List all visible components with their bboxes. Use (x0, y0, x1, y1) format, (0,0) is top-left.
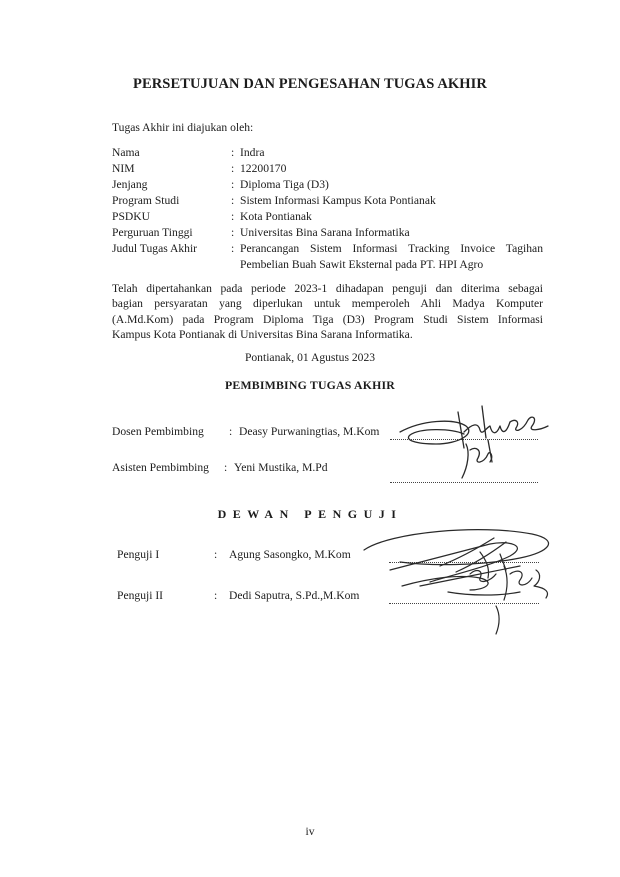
pembimbing-heading: PEMBIMBING TUGAS AKHIR (224, 378, 396, 392)
dosen-pembimbing-label: Dosen Pembimbing (112, 425, 204, 438)
asisten-pembimbing-colon: : (224, 461, 228, 474)
field-value-judul-line1: Perancangan Sistem Informasi Tracking Invoice Tagihan (240, 242, 543, 255)
dosen-pembimbing-colon: : (229, 425, 233, 438)
field-label-perguruan-tinggi: Perguruan Tinggi (112, 226, 193, 239)
dosen-pembimbing-name: Deasy Purwaningtias, M.Kom (239, 425, 380, 438)
field-value-psdku: Kota Pontianak (240, 210, 312, 223)
field-colon: : (231, 226, 235, 239)
intro-text: Tugas Akhir ini diajukan oleh: (112, 121, 254, 134)
penguji-1-label: Penguji I (117, 548, 160, 561)
field-value-program-studi: Sistem Informasi Kampus Kota Pontianak (240, 194, 436, 207)
field-label-nim: NIM (112, 162, 135, 175)
field-colon: : (231, 162, 235, 175)
penguji-1-colon: : (214, 548, 218, 561)
signature-dosen-pembimbing (392, 392, 562, 487)
asisten-pembimbing-label: Asisten Pembimbing (112, 461, 209, 474)
field-label-jenjang: Jenjang (112, 178, 148, 191)
field-value-perguruan-tinggi: Universitas Bina Sarana Informatika (240, 226, 410, 239)
field-colon: : (231, 242, 235, 255)
field-label-nama: Nama (112, 146, 140, 159)
field-value-nama: Indra (240, 146, 265, 159)
field-label-psdku: PSDKU (112, 210, 151, 223)
field-colon: : (231, 210, 235, 223)
field-colon: : (231, 178, 235, 191)
field-colon: : (231, 146, 235, 159)
approval-paragraph (112, 281, 543, 343)
paragraph-line: Telah dipertahankan pada periode 2023-1 dihadapan penguji dan diterima sebagai (112, 282, 543, 295)
penguji-1-name: Agung Sasongko, M.Kom (229, 548, 351, 561)
document-title: PERSETUJUAN DAN PENGESAHAN TUGAS AKHIR (132, 76, 487, 92)
field-colon: : (231, 194, 235, 207)
penguji-heading: DEWAN PENGUJI (217, 507, 403, 521)
field-label-judul: Judul Tugas Akhir (112, 242, 198, 255)
paragraph-line: Kampus Kota Pontianak di Universitas Bina Sarana Informatika. (112, 328, 413, 342)
penguji-2-colon: : (214, 589, 218, 602)
field-value-jenjang: Diploma Tiga (D3) (240, 178, 329, 191)
paragraph-line: bagian persyaratan yang diperlukan untuk memperoleh Ahli Madya Komputer (112, 297, 543, 311)
penguji-2-name: Dedi Saputra, S.Pd.,M.Kom (229, 589, 360, 602)
penguji-2-label: Penguji II (117, 589, 164, 602)
place-date: Pontianak, 01 Agustus 2023 (244, 351, 376, 364)
page-number: iv (305, 825, 315, 838)
paragraph-line: (A.Md.Kom) pada Program Diploma Tiga (D3) Program Studi Sistem Informasi (112, 312, 543, 326)
signature-penguji-2 (400, 548, 560, 638)
field-value-judul-line2: Pembelian Buah Sawit Eksternal pada PT. HPI Agro (240, 258, 484, 271)
field-label-program-studi: Program Studi (112, 194, 180, 207)
asisten-pembimbing-name: Yeni Mustika, M.Pd (234, 461, 328, 474)
field-value-nim: 12200170 (240, 162, 287, 175)
